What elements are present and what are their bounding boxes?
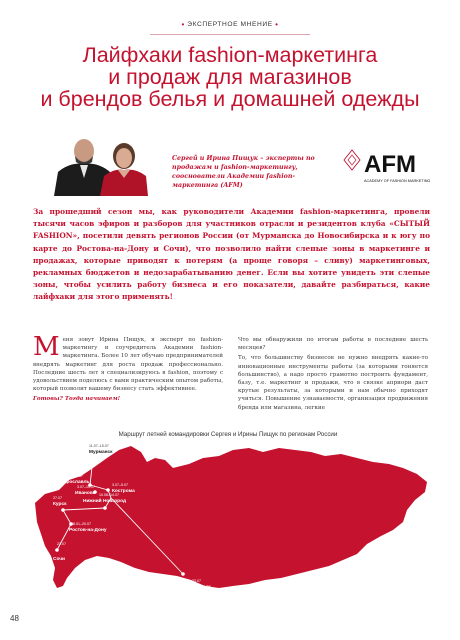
experts-caption: Сергей и Ирина Пищук – эксперты по продажам и fashion-маркетингу, сооснователи Академии fashion-маркетинга (AFM) [172, 155, 315, 189]
city-name-kursk: Курск [53, 502, 67, 507]
city-dates-yaroslavl: 30.06–3.07 [65, 474, 83, 478]
logo-mark: AFM [364, 151, 416, 178]
city-dates-rostov: 28.01–20.07 [71, 522, 91, 526]
city-dates-novosibirsk: 14.07–23.07 [181, 579, 201, 583]
closing-line: Готовы? Тогда начинаем! [33, 396, 121, 403]
city-name-ivanovo: Иваново [75, 491, 96, 496]
city-marker-novosibirsk [181, 572, 185, 576]
drop-cap: М [33, 332, 60, 362]
city-name-kostroma: Кострома [112, 489, 135, 494]
city-dates-murmansk: 11.07–15.07 [89, 444, 109, 448]
city-marker-kursk [61, 508, 65, 512]
section-label-text: ЭКСПЕРТНОЕ МНЕНИЕ [187, 21, 273, 28]
city-name-nizhny-novgorod: Нижний Новгород [83, 499, 126, 504]
article-title [0, 44, 460, 110]
route-map [23, 428, 433, 620]
afm-logo [338, 142, 432, 196]
city-marker-sochi [55, 548, 59, 552]
city-dates-ivanovo: 3.07–10.07 [77, 485, 95, 489]
bullet-icon: • [275, 20, 279, 29]
city-name-novosibirsk: Новосибирск [179, 585, 211, 590]
intro-paragraph: За прошедший сезон мы, как руководители Академии fashion-маркетинга, провели тысячи часов эфиров и разборов для участников отрасли и резидентов клуба «СЫТЫЙ FASHION», посетили девять регионов России (от Мурманска до Новосибирска и к югу по карте до Ростова-на-Дону и Сочи), что позволило найти слепые зоны в маркетинге и продажах, которые приводят к потерям (а проще говоря – сливу) маркетинговых, рекламных бюджетов и недозарабатыванию денег. Если вы хотите увидеть эти слепые зоны, чтобы усилить работу бизнеса и его показатели, давайте разбираться, какие лайфхаки для этого применять! [33, 207, 430, 302]
section-label [0, 20, 460, 29]
city-name-murmansk: Мурманск [89, 450, 113, 455]
paragraph-text: еня зовут Ирина Пищук, я эксперт по fashion-маркетингу и соучредитель Академии fashion-маркетинга. Более 10 лет обучаю предпринимателей внедрять маркетинг для роста продаж профессионально. Последние шесть лет я специализируюсь в fashion, поэтому с удовольствием поделюсь с вами практическим опытом работы, который позволит вашему бизнесу стать эффективнее. [33, 337, 223, 393]
city-name-rostov: Ростов-на-Дону [69, 528, 107, 533]
page-number: 48 [10, 614, 19, 623]
title-line-2: и продаж для магазинов [108, 65, 352, 89]
title-line-3: и брендов белья и домашней одежды [40, 87, 420, 111]
city-name-sochi: Сочи [53, 557, 66, 562]
city-dates-kostroma: 3.07–5.07 [112, 483, 128, 487]
city-marker-murmansk [91, 456, 95, 460]
paragraph: Что мы обнаружили по итогам работы в последние шесть месяцев? [238, 337, 428, 352]
city-dates-sochi: 21.07 [57, 542, 66, 546]
bullet-icon: • [181, 20, 185, 29]
russia-map-shape [35, 446, 427, 588]
article-column-right [238, 336, 428, 414]
article-column-left [33, 332, 223, 406]
city-name-yaroslavl: Ярославль [63, 480, 90, 485]
logo-subtitle: ACADEMY OF FASHION MARKETING [364, 179, 431, 183]
paragraph: То, что большинству бизнесов не нужно внедрять какие-то инновационные инструменты работы (за которыми гоняется большинство), а надо просто грамотно построить фундамент, базу, т.е. маркетинг и продажи, что в связке априори даст крутые результаты, за которыми и нам обычно приходят учиться. Повышение узнаваемости, организация продвижения бренда или магазина, легкие [238, 355, 428, 411]
experts-photo [40, 134, 170, 196]
city-marker-kostroma [106, 488, 110, 492]
paragraph [33, 332, 223, 393]
city-dates-kursk: 27.07 [53, 496, 62, 500]
title-line-1: Лайфхаки fashion-маркетинга [82, 43, 378, 67]
section-divider [150, 34, 310, 35]
city-dates-nizhny-novgorod: 10.06–14.07 [99, 493, 119, 497]
map-title: Маршрут летней командировки Сергея и Ирины Пищук по регионам России [118, 431, 338, 438]
city-marker-nizhny-novgorod [103, 506, 107, 510]
